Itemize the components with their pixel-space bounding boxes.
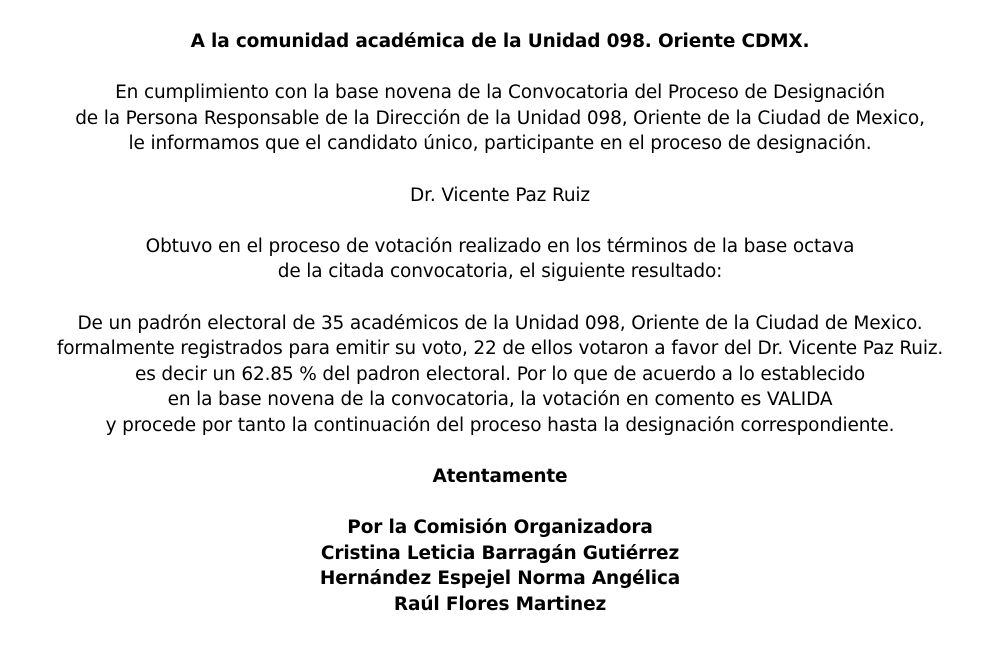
spacer bbox=[0, 439, 1000, 465]
signature-heading: Por la Comisión Organizadora bbox=[347, 517, 653, 539]
result-line: es decir un 62.85 % del padron electoral. Por lo que de acuerdo a lo establecido bbox=[134, 363, 866, 385]
vote-line: de la citada convocatoria, el siguiente resultado: bbox=[277, 261, 723, 283]
spacer bbox=[0, 55, 1000, 81]
spacer bbox=[0, 208, 1000, 234]
spacer bbox=[0, 490, 1000, 516]
closing-text: Atentamente bbox=[432, 466, 568, 488]
signatory-name: Hernández Espejel Norma Angélica bbox=[319, 568, 681, 590]
vote-line: Obtuvo en el proceso de votación realizado en los términos de la base octava bbox=[145, 235, 855, 257]
intro-line: de la Persona Responsable de la Dirección de la Unidad 098, Oriente de la Ciudad de Mexico, bbox=[75, 107, 925, 129]
signatory-name: Cristina Leticia Barragán Gutiérrez bbox=[320, 542, 680, 564]
result-line: y procede por tanto la continuación del proceso hasta la designación correspondiente. bbox=[105, 414, 895, 436]
intro-line: En cumplimiento con la base novena de la Convocatoria del Proceso de Designación bbox=[115, 82, 885, 104]
signatory-name: Raúl Flores Martinez bbox=[393, 594, 607, 616]
greeting-heading: A la comunidad académica de la Unidad 098. Oriente CDMX. bbox=[190, 31, 810, 52]
intro-line: le informamos que el candidato único, participante en el proceso de designación. bbox=[128, 133, 872, 155]
result-line: formalmente registrados para emitir su voto, 22 de ellos votaron a favor del Dr. Vicente Paz Ruiz. bbox=[56, 338, 944, 360]
result-line: De un padrón electoral de 35 académicos de la Unidad 098, Oriente de la Ciudad de Mexico. bbox=[77, 312, 923, 334]
spacer bbox=[0, 285, 1000, 311]
result-line: en la base novena de la convocatoria, la votación en comento es VALIDA bbox=[167, 389, 833, 411]
spacer bbox=[0, 157, 1000, 183]
candidate-name: Dr. Vicente Paz Ruiz bbox=[410, 184, 590, 206]
